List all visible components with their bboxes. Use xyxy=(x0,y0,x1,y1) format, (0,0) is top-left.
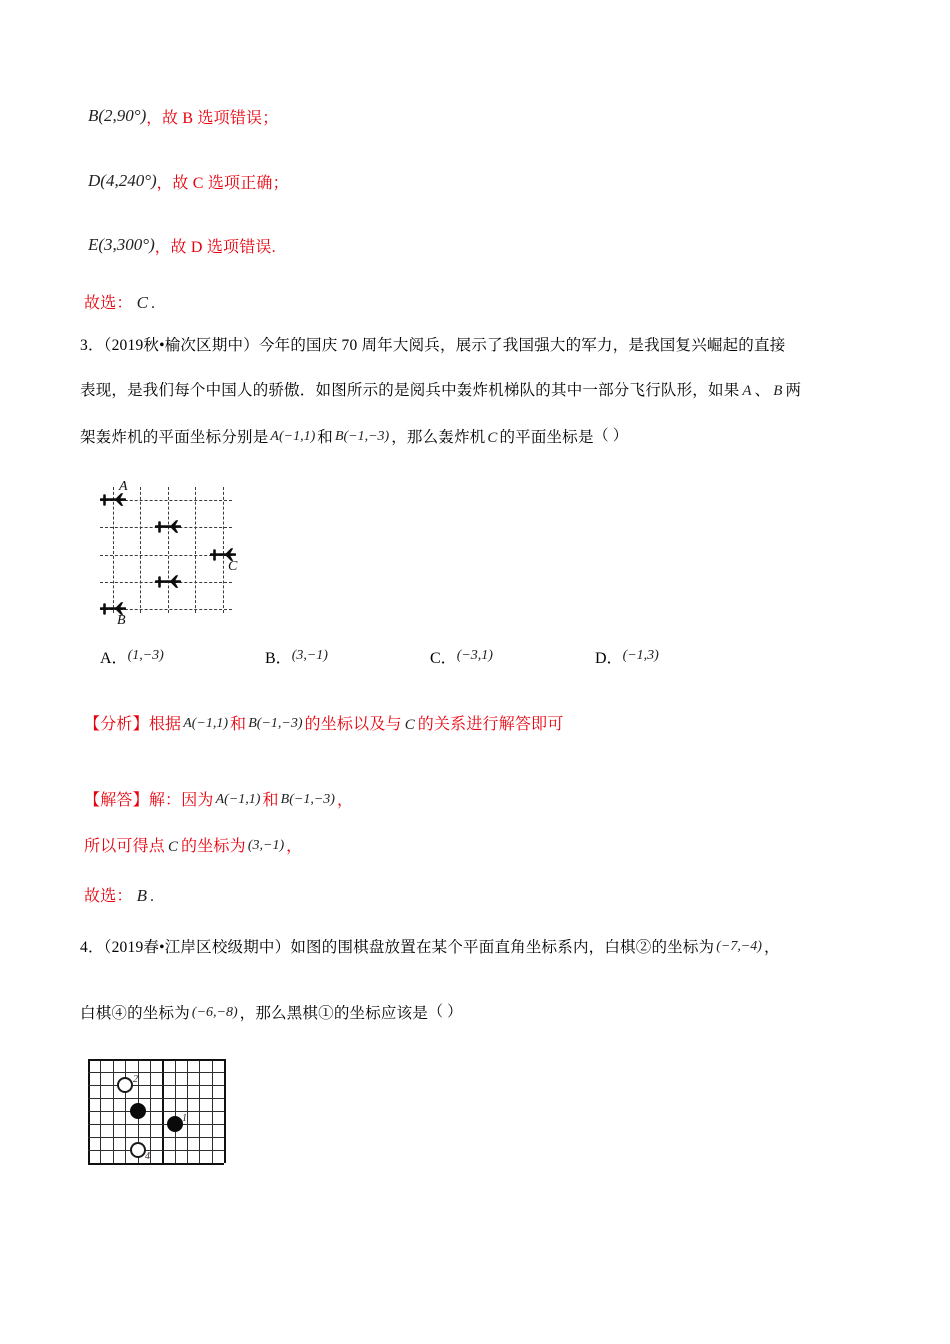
q3-option-b-key: B． xyxy=(265,650,292,667)
math-expr-d: D(4,240°) xyxy=(88,171,157,190)
punct-e: ， xyxy=(154,239,171,256)
answer-t3: ， xyxy=(336,792,354,809)
go-board-figure xyxy=(88,1059,224,1163)
solution-line-b xyxy=(88,105,278,128)
go-stone-label-1: 1 xyxy=(182,1113,187,1124)
analysis-t2: 和 xyxy=(230,716,247,733)
q4-answer-blank: （ ） xyxy=(428,1004,463,1020)
q3-line-2 xyxy=(80,378,801,400)
q3-number: 3． xyxy=(80,337,104,354)
analysis-t3: 的坐标以及与 xyxy=(304,716,402,733)
analysis-tag: 【分析】 xyxy=(84,716,149,733)
q3-line-1 xyxy=(80,333,785,355)
q3-option-a-value: (1,−3) xyxy=(127,648,164,663)
q3-option-a-key: A． xyxy=(100,650,128,667)
q4-source: （2019春•江岸区校级期中） xyxy=(103,939,291,956)
choose-answer: C xyxy=(136,293,148,312)
q4-number: 4． xyxy=(80,939,104,956)
verdict-b: 故 B 选项错误； xyxy=(161,110,279,127)
math-expr-b: B(2,90°) xyxy=(88,106,147,125)
q4-coord-white4: (−6,−8) xyxy=(191,1005,238,1020)
q3-body-3c: 和 xyxy=(317,429,333,446)
q3-option-c[interactable] xyxy=(430,645,493,668)
analysis-t1: 根据 xyxy=(148,716,182,733)
go-stone-label-4: 4 xyxy=(145,1151,150,1162)
go-line-h-8 xyxy=(88,1163,224,1165)
punct-d: ， xyxy=(156,175,173,192)
go-line-h-3 xyxy=(88,1098,224,1099)
q3-answer-line-2 xyxy=(84,833,302,856)
grid-line-v-1 xyxy=(140,487,141,613)
analysis-t4: 的关系进行解答即可 xyxy=(417,716,564,733)
q3-line-3 xyxy=(80,424,628,447)
q2-final-choice xyxy=(84,290,155,313)
punct-b: ， xyxy=(146,110,162,127)
q3-final-choice xyxy=(84,883,154,906)
choose-label: 故选： xyxy=(84,295,133,312)
q3-answer-blank: （ ） xyxy=(593,428,628,444)
go-line-h-2 xyxy=(88,1085,224,1086)
go-line-v-11 xyxy=(224,1059,226,1163)
analysis-m3: C xyxy=(404,717,415,733)
go-stone-label-2: 2 xyxy=(133,1074,138,1085)
q3-analysis xyxy=(84,711,564,734)
verdict-c: 故 C 选项正确； xyxy=(172,175,289,192)
q3-body-1: 今年的国庆 70 周年大阅兵，展示了我国强大的军力，是我国复兴崛起的直接 xyxy=(258,337,786,354)
q4-coord-white2: (−7,−4) xyxy=(716,939,762,954)
go-line-h-7 xyxy=(88,1150,224,1151)
q3-body-2a: 表现，是我们每个中国人的骄傲．如图所示的是阅兵中轰炸机梯队的其中一部分飞行队形，如果 xyxy=(80,382,740,399)
q3-body-3g: 的平面坐标是 xyxy=(499,429,594,446)
q3-point-a: A xyxy=(742,383,752,399)
choose-period: . xyxy=(150,295,155,312)
go-line-h-6 xyxy=(88,1137,224,1138)
q3-point-b: B xyxy=(773,383,783,399)
q3-option-c-key: C． xyxy=(430,650,457,667)
grid-line-v-3 xyxy=(195,487,196,613)
answer-l2-t1: 所以可得点 xyxy=(84,838,166,855)
q3-body-2c: 、 xyxy=(754,382,771,399)
q3-choose-answer: B xyxy=(136,886,147,905)
q3-coord-b: B(−1,−3) xyxy=(334,429,390,444)
q3-source: （2019秋•榆次区期中） xyxy=(103,337,259,354)
q4-body-2c: ，那么黑棋①的坐标应该是 xyxy=(239,1005,429,1022)
bomber-formation-figure xyxy=(100,479,238,628)
answer-tag: 【解答】 xyxy=(84,792,149,809)
q3-option-c-value: (−3,1) xyxy=(456,648,493,663)
go-line-h-4 xyxy=(88,1111,224,1112)
q3-answer-line-1 xyxy=(84,787,353,810)
answer-l2-m2: (3,−1) xyxy=(247,838,285,853)
q3-option-d[interactable] xyxy=(595,645,659,668)
verdict-d: 故 D 选项错误. xyxy=(170,239,276,256)
go-line-h-0 xyxy=(88,1059,224,1061)
plane-icon-mid-upper xyxy=(155,519,181,535)
q4-body-1c: ， xyxy=(763,939,780,956)
answer-m1: A(−1,1) xyxy=(215,792,261,807)
go-stone-white-2 xyxy=(117,1077,133,1093)
q3-choose-label: 故选： xyxy=(84,888,133,905)
q3-option-d-value: (−1,3) xyxy=(622,648,659,663)
q4-line-2 xyxy=(80,1000,462,1023)
grid-line-v-2 xyxy=(168,487,169,613)
q3-body-3e: ，那么轰炸机 xyxy=(391,429,486,446)
plane-label-c: C xyxy=(228,559,238,574)
q3-option-d-key: D． xyxy=(595,650,623,667)
solution-line-d xyxy=(88,170,289,193)
analysis-m2: B(−1,−3) xyxy=(248,716,303,731)
q3-option-b[interactable] xyxy=(265,645,328,668)
answer-t2: 和 xyxy=(262,792,279,809)
answer-l2-t3: ， xyxy=(286,838,303,855)
q4-body-2a: 白棋④的坐标为 xyxy=(80,1005,190,1022)
q4-body-1a: 如图的围棋盘放置在某个平面直角坐标系内，白棋②的坐标为 xyxy=(290,939,715,956)
answer-t1: 解：因为 xyxy=(148,792,214,809)
q4-line-1 xyxy=(80,935,780,957)
plane-label-a: A xyxy=(119,479,128,494)
q3-body-2e: 两 xyxy=(785,382,802,399)
plane-icon-mid-lower xyxy=(155,574,181,590)
go-stone-black-mid xyxy=(130,1103,146,1119)
answer-l2-t2: 的坐标为 xyxy=(181,838,246,855)
go-stone-white-4 xyxy=(130,1142,146,1158)
go-line-h-5 xyxy=(88,1124,224,1125)
analysis-m1: A(−1,1) xyxy=(183,716,229,731)
go-stone-black-1 xyxy=(167,1116,183,1132)
q3-point-c: C xyxy=(487,430,498,446)
solution-line-e xyxy=(88,234,276,257)
q3-body-3a: 架轰炸机的平面坐标分别是 xyxy=(80,429,269,446)
q3-coord-a: A(−1,1) xyxy=(270,429,316,444)
q3-option-b-value: (3,−1) xyxy=(291,648,328,663)
go-line-h-1 xyxy=(88,1072,224,1073)
math-expr-e: E(3,300°) xyxy=(88,235,155,254)
answer-m2: B(−1,−3) xyxy=(280,792,335,807)
q3-choose-period: . xyxy=(150,888,154,905)
plane-label-b: B xyxy=(117,613,126,628)
q3-option-a[interactable] xyxy=(100,645,164,668)
answer-l2-m1: C xyxy=(168,839,179,855)
